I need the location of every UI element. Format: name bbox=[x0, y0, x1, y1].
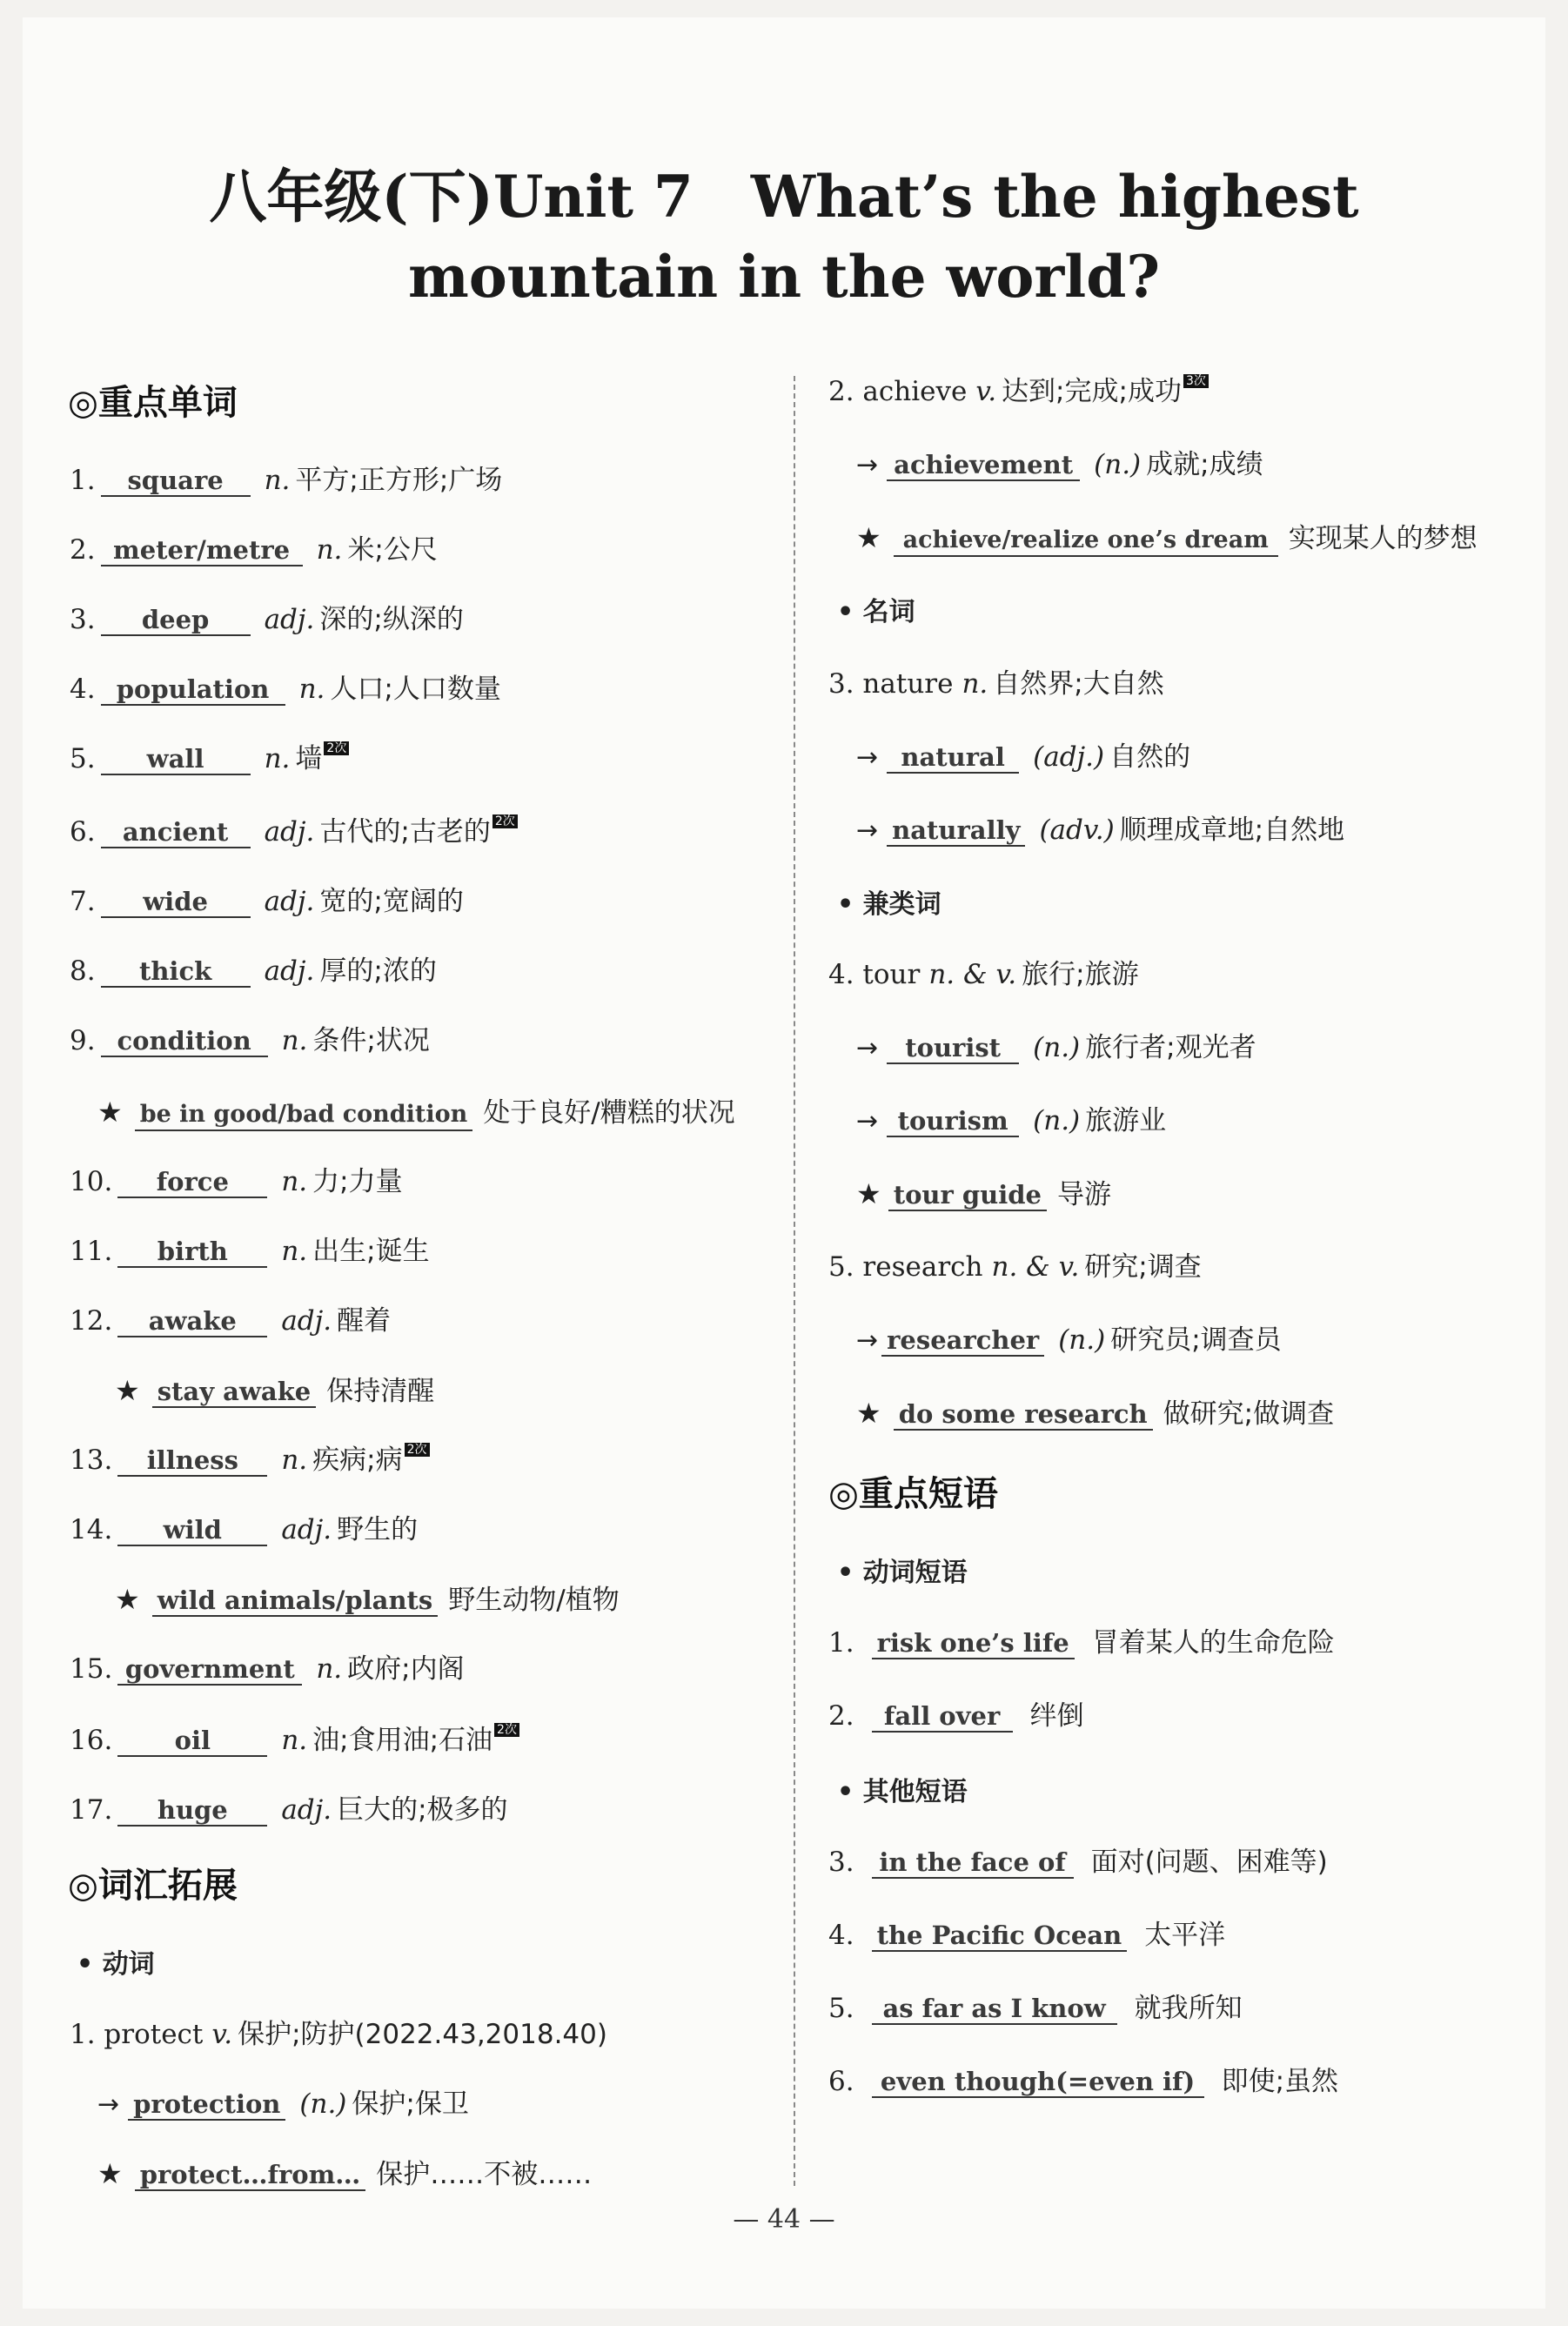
column-divider bbox=[794, 376, 795, 2186]
part-of-speech: (adv.) bbox=[1039, 814, 1115, 846]
star-phrase-wild bbox=[115, 1582, 620, 1618]
arrow-icon: → bbox=[856, 1325, 879, 1356]
subhead-verb-phrases: • 动词短语 bbox=[837, 1558, 968, 1588]
arrow-icon: → bbox=[856, 815, 879, 846]
word-entry bbox=[70, 1443, 430, 1478]
answer-blank: force bbox=[117, 1167, 267, 1198]
star-phrase-tour-guide bbox=[856, 1176, 1111, 1212]
chinese-meaning: 即使;虽然 bbox=[1221, 2066, 1339, 2097]
item-number: 6. bbox=[70, 816, 96, 848]
part-of-speech: v. bbox=[975, 376, 997, 407]
item-number: 1. bbox=[70, 465, 96, 496]
derivative-tourist bbox=[856, 1030, 1256, 1066]
star-icon: ★ bbox=[115, 1583, 140, 1616]
answer-blank: tourist bbox=[887, 1033, 1019, 1064]
chinese-meaning: 野生的 bbox=[337, 1514, 419, 1545]
word-entry bbox=[70, 533, 438, 567]
item-number: 1. bbox=[828, 1627, 854, 1659]
frequency-badge: 2次 bbox=[493, 814, 518, 828]
word-entry bbox=[70, 1304, 391, 1338]
part-of-speech: adj. bbox=[281, 1514, 332, 1545]
chinese-meaning: 做研究;做调查 bbox=[1163, 1398, 1335, 1430]
star-phrase-condition bbox=[97, 1095, 735, 1131]
part-of-speech: n. bbox=[281, 1166, 308, 1197]
word-entry bbox=[70, 1723, 519, 1758]
title-line-1: 八年级(下)Unit 7 What’s the highest bbox=[209, 163, 1359, 231]
phrase-entry bbox=[828, 1626, 1335, 1660]
word-entry bbox=[70, 1023, 430, 1058]
phrase-entry bbox=[828, 1699, 1084, 1733]
chinese-meaning: 厚的;浓的 bbox=[319, 955, 437, 987]
part-of-speech: n. bbox=[264, 465, 291, 496]
word-entry bbox=[70, 1652, 465, 1686]
word-entry bbox=[70, 463, 502, 498]
part-of-speech: n. & v. bbox=[928, 959, 1017, 990]
star-icon: ★ bbox=[115, 1374, 140, 1407]
answer-blank: wild animals/plants bbox=[152, 1585, 439, 1617]
page-number: — 44 — bbox=[733, 2204, 835, 2235]
chinese-meaning: 油;食用油;石油 bbox=[312, 1725, 493, 1756]
chinese-meaning: 保护;保卫 bbox=[352, 2088, 469, 2120]
answer-blank: researcher bbox=[881, 1325, 1044, 1357]
headword: 1. protect bbox=[70, 2019, 204, 2050]
phrase-entry bbox=[828, 1918, 1225, 1953]
chinese-meaning: 深的;纵深的 bbox=[319, 604, 464, 635]
chinese-meaning: 条件;状况 bbox=[312, 1025, 430, 1056]
item-number: 4. bbox=[70, 674, 96, 705]
chinese-meaning: 保护……不被…… bbox=[376, 2159, 593, 2190]
item-number: 8. bbox=[70, 955, 96, 987]
answer-blank: in the face of bbox=[872, 1847, 1074, 1879]
headword: 4. tour bbox=[828, 959, 921, 990]
word-entry bbox=[70, 672, 501, 707]
part-of-speech: (n.) bbox=[1058, 1324, 1106, 1356]
chinese-meaning: 达到;完成;成功 bbox=[1002, 376, 1182, 407]
item-number: 3. bbox=[70, 604, 96, 635]
part-of-speech: adj. bbox=[281, 1794, 332, 1826]
chinese-meaning: 出生;诞生 bbox=[312, 1236, 430, 1267]
item-number: 15. bbox=[70, 1653, 113, 1685]
answer-blank: fall over bbox=[872, 1701, 1013, 1733]
item-number: 5. bbox=[828, 1993, 854, 2024]
part-of-speech: adj. bbox=[264, 955, 315, 987]
chinese-meaning: 研究员;调查员 bbox=[1110, 1324, 1282, 1356]
answer-blank: population bbox=[101, 674, 285, 706]
answer-blank: tourism bbox=[887, 1106, 1019, 1137]
chinese-meaning: 就我所知 bbox=[1134, 1993, 1243, 2024]
item-number: 3. bbox=[828, 1847, 854, 1878]
answer-blank: achievement bbox=[887, 450, 1080, 481]
chinese-meaning: 保持清醒 bbox=[326, 1376, 435, 1407]
frequency-badge: 2次 bbox=[405, 1443, 430, 1457]
chinese-meaning: 实现某人的梦想 bbox=[1288, 523, 1478, 554]
item-number: 11. bbox=[70, 1236, 113, 1267]
part-of-speech: n. bbox=[264, 743, 291, 774]
part-of-speech: adj. bbox=[264, 816, 315, 848]
derivative-researcher bbox=[856, 1323, 1282, 1358]
star-icon: ★ bbox=[97, 2157, 123, 2190]
answer-blank: thick bbox=[101, 956, 251, 988]
part-of-speech: (n.) bbox=[1094, 449, 1142, 480]
chinese-meaning: 自然的 bbox=[1109, 741, 1191, 773]
answer-blank: square bbox=[101, 466, 251, 497]
part-of-speech: n. bbox=[298, 674, 325, 705]
part-of-speech: n. bbox=[281, 1725, 308, 1756]
frequency-badge: 2次 bbox=[324, 741, 349, 755]
frequency-badge: 3次 bbox=[1183, 374, 1209, 388]
chinese-meaning: 保护;防护(2022.43,2018.40) bbox=[238, 2019, 607, 2050]
item-number: 2. bbox=[828, 1700, 854, 1732]
chinese-meaning: 导游 bbox=[1057, 1179, 1111, 1210]
word-entry bbox=[70, 954, 437, 989]
derivative-achievement bbox=[856, 447, 1263, 483]
arrow-icon: → bbox=[856, 742, 879, 773]
chinese-meaning: 研究;调查 bbox=[1084, 1251, 1202, 1283]
item-number: 2. bbox=[70, 534, 96, 566]
part-of-speech: adj. bbox=[281, 1305, 332, 1337]
part-of-speech: (n.) bbox=[299, 2088, 347, 2120]
subhead-noun: • 名词 bbox=[837, 597, 915, 627]
phrase-entry bbox=[828, 2064, 1338, 2099]
arrow-icon: → bbox=[856, 1106, 879, 1136]
answer-blank: achieve/realize one’s dream bbox=[894, 526, 1278, 557]
item-number: 13. bbox=[70, 1445, 113, 1476]
item-number: 4. bbox=[828, 1920, 854, 1951]
item-number: 5. bbox=[70, 743, 96, 774]
chinese-meaning: 太平洋 bbox=[1144, 1920, 1226, 1951]
derivative-protection bbox=[97, 2087, 469, 2122]
arrow-icon: → bbox=[97, 2089, 120, 2120]
chinese-meaning: 绊倒 bbox=[1029, 1700, 1084, 1732]
item-number: 12. bbox=[70, 1305, 113, 1337]
chinese-meaning: 顺理成章地;自然地 bbox=[1119, 814, 1345, 846]
chinese-meaning: 自然界;大自然 bbox=[993, 668, 1164, 700]
part-of-speech: adj. bbox=[264, 604, 315, 635]
part-of-speech: (n.) bbox=[1033, 1105, 1081, 1136]
item-number: 9. bbox=[70, 1025, 96, 1056]
answer-blank: ancient bbox=[101, 817, 251, 848]
star-phrase-awake bbox=[115, 1373, 434, 1409]
section-vocab-expansion: ◎词汇拓展 bbox=[68, 1866, 238, 1906]
item-number: 7. bbox=[70, 886, 96, 917]
answer-blank: wall bbox=[101, 744, 251, 775]
answer-blank: protect…from… bbox=[135, 2160, 366, 2191]
answer-blank: the Pacific Ocean bbox=[872, 1920, 1128, 1952]
chinese-meaning: 旅行;旅游 bbox=[1022, 959, 1139, 990]
answer-blank: deep bbox=[101, 605, 251, 636]
item-number: 14. bbox=[70, 1514, 113, 1545]
answer-blank: condition bbox=[101, 1026, 268, 1057]
headword: 5. research bbox=[828, 1251, 983, 1283]
chinese-meaning: 墙 bbox=[295, 743, 323, 774]
part-of-speech: n. & v. bbox=[991, 1251, 1080, 1283]
word-entry bbox=[70, 1164, 403, 1199]
word-research bbox=[828, 1250, 1202, 1284]
answer-blank: be in good/bad condition bbox=[135, 1100, 473, 1131]
item-number: 10. bbox=[70, 1166, 113, 1197]
chinese-meaning: 巨大的;极多的 bbox=[337, 1794, 508, 1826]
answer-blank: oil bbox=[117, 1726, 267, 1757]
part-of-speech: n. bbox=[316, 534, 343, 566]
part-of-speech: n. bbox=[281, 1025, 308, 1056]
word-tour bbox=[828, 957, 1139, 992]
word-entry bbox=[70, 884, 464, 919]
word-entry bbox=[70, 814, 518, 849]
answer-blank: wide bbox=[101, 887, 251, 918]
part-of-speech: (n.) bbox=[1033, 1032, 1081, 1063]
star-icon: ★ bbox=[856, 1397, 881, 1430]
chinese-meaning: 冒着某人的生命危险 bbox=[1091, 1627, 1335, 1659]
derivative-naturally bbox=[856, 813, 1344, 848]
word-entry bbox=[70, 1512, 418, 1547]
phrase-entry bbox=[828, 1845, 1328, 1880]
word-protect bbox=[70, 2017, 607, 2052]
chinese-meaning: 旅游业 bbox=[1085, 1105, 1167, 1136]
chinese-meaning: 成就;成绩 bbox=[1146, 449, 1263, 480]
word-entry bbox=[70, 1793, 508, 1827]
chinese-meaning: 平方;正方形;广场 bbox=[295, 465, 503, 496]
item-number: 17. bbox=[70, 1794, 113, 1826]
star-phrase-protect-from bbox=[97, 2156, 592, 2192]
answer-blank: natural bbox=[887, 742, 1019, 774]
arrow-icon: → bbox=[856, 450, 879, 480]
subhead-verb: • 动词 bbox=[77, 1949, 155, 1980]
word-achieve bbox=[828, 374, 1209, 409]
part-of-speech: n. bbox=[281, 1445, 308, 1476]
subhead-multi-class: • 兼类词 bbox=[837, 889, 941, 920]
word-nature bbox=[828, 667, 1164, 701]
star-icon: ★ bbox=[856, 1177, 881, 1210]
answer-blank: government bbox=[117, 1654, 302, 1686]
part-of-speech: adj. bbox=[264, 886, 315, 917]
answer-blank: as far as I know bbox=[872, 1994, 1117, 2025]
derivative-natural bbox=[856, 740, 1190, 775]
part-of-speech: n. bbox=[962, 668, 988, 700]
chinese-meaning: 面对(问题、困难等) bbox=[1090, 1847, 1328, 1878]
headword: 2. achieve bbox=[828, 376, 968, 407]
answer-blank: awake bbox=[117, 1306, 267, 1337]
star-icon: ★ bbox=[97, 1096, 123, 1129]
chinese-meaning: 醒着 bbox=[337, 1305, 392, 1337]
derivative-tourism bbox=[856, 1103, 1166, 1139]
answer-blank: illness bbox=[117, 1445, 267, 1477]
part-of-speech: v. bbox=[211, 2019, 233, 2050]
chinese-meaning: 疾病;病 bbox=[312, 1445, 403, 1476]
section-key-words: ◎重点单词 bbox=[68, 383, 238, 423]
page-title bbox=[0, 157, 1568, 317]
answer-blank: naturally bbox=[887, 815, 1025, 847]
chinese-meaning: 人口;人口数量 bbox=[330, 674, 501, 705]
chinese-meaning: 力;力量 bbox=[312, 1166, 403, 1197]
answer-blank: stay awake bbox=[152, 1377, 317, 1408]
chinese-meaning: 野生动物/植物 bbox=[448, 1585, 620, 1616]
part-of-speech: n. bbox=[316, 1653, 343, 1685]
frequency-badge: 2次 bbox=[494, 1723, 519, 1737]
answer-blank: meter/metre bbox=[101, 535, 303, 566]
item-number: 6. bbox=[828, 2066, 854, 2097]
part-of-speech: (adj.) bbox=[1033, 741, 1105, 773]
word-entry bbox=[70, 602, 464, 637]
word-entry bbox=[70, 741, 349, 776]
star-phrase-do-research bbox=[856, 1396, 1334, 1431]
arrow-icon: → bbox=[856, 1033, 879, 1063]
subhead-other-phrases: • 其他短语 bbox=[837, 1777, 968, 1807]
answer-blank: even though(=even if) bbox=[872, 2067, 1204, 2098]
section-key-phrases: ◎重点短语 bbox=[828, 1474, 998, 1514]
chinese-meaning: 古代的;古老的 bbox=[319, 816, 491, 848]
part-of-speech: n. bbox=[281, 1236, 308, 1267]
star-phrase-achieve-dream bbox=[856, 520, 1478, 557]
item-number: 16. bbox=[70, 1725, 113, 1756]
word-entry bbox=[70, 1234, 430, 1269]
answer-blank: wild bbox=[117, 1515, 267, 1546]
answer-blank: risk one’s life bbox=[872, 1628, 1075, 1659]
chinese-meaning: 宽的;宽阔的 bbox=[319, 886, 464, 917]
answer-blank: do some research bbox=[894, 1399, 1153, 1431]
chinese-meaning: 旅行者;观光者 bbox=[1085, 1032, 1256, 1063]
headword: 3. nature bbox=[828, 668, 954, 700]
chinese-meaning: 米;公尺 bbox=[347, 534, 438, 566]
star-icon: ★ bbox=[856, 521, 881, 554]
page-sheet bbox=[23, 17, 1545, 2309]
chinese-meaning: 政府;内阁 bbox=[347, 1653, 465, 1685]
answer-blank: birth bbox=[117, 1237, 267, 1268]
chinese-meaning: 处于良好/糟糕的状况 bbox=[483, 1097, 735, 1129]
phrase-entry bbox=[828, 1991, 1243, 2026]
title-line-2: mountain in the world? bbox=[407, 243, 1161, 311]
answer-blank: protection bbox=[128, 2089, 285, 2121]
answer-blank: tour guide bbox=[888, 1180, 1047, 1211]
answer-blank: huge bbox=[117, 1795, 267, 1827]
